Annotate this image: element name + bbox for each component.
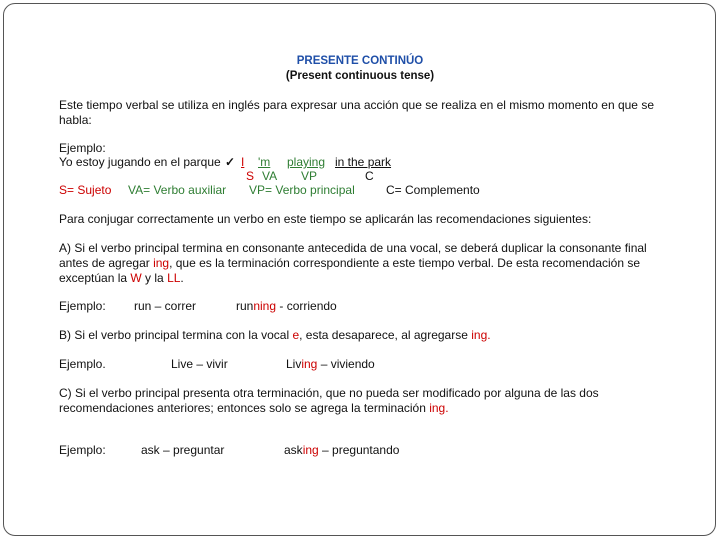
label-s: S xyxy=(246,169,255,183)
rule-c-example-left: ask – preguntar xyxy=(141,443,225,457)
check-icon: ✓ xyxy=(225,155,236,169)
example-subject: I xyxy=(241,155,245,169)
page-title: PRESENTE CONTINÚO xyxy=(296,55,424,67)
legend-va: VA= Verbo auxiliar xyxy=(128,183,227,197)
rule-a-example-right: running - corriendo xyxy=(236,299,337,313)
rule-b-example-left: Live – vivir xyxy=(171,357,228,371)
page-subtitle: (Present continuous tense) xyxy=(285,70,435,82)
legend-vp: VP= Verbo principal xyxy=(249,183,355,197)
rule-a-paragraph: A) Si el verbo principal termina en consonante antecedida de una vocal, se deberá duplicar la consonante final antes de agregar ing, que es la terminación correspondiente a este tiempo verbal. De esta recomendación se exceptúan la W y la LL. xyxy=(59,241,647,285)
legend-c: C= Complemento xyxy=(386,183,480,197)
example-aux: 'm xyxy=(258,155,271,169)
label-c: C xyxy=(365,169,374,183)
rule-c-example-label: Ejemplo: xyxy=(59,443,106,457)
rule-c-example-right: asking – preguntando xyxy=(284,443,400,457)
rule-a-example-left: run – correr xyxy=(134,299,197,313)
rule-b-example-right: Living – viviendo xyxy=(286,357,375,371)
legend-s: S= Sujeto xyxy=(59,183,112,197)
label-vp: VP xyxy=(301,169,318,183)
intro-paragraph: Este tiempo verbal se utiliza en inglés para expresar una acción que se realiza en el mismo momento en que se habla: xyxy=(59,98,654,127)
rule-b-example-label: Ejemplo. xyxy=(59,357,106,371)
example-spanish: Yo estoy jugando en el parque xyxy=(59,155,221,169)
example-verb: playing xyxy=(287,155,326,169)
label-va: VA xyxy=(262,169,278,183)
rules-intro: Para conjugar correctamente un verbo en este tiempo se aplicarán las recomendaciones siguientes: xyxy=(59,212,592,226)
rule-c-paragraph: C) Si el verbo principal presenta otra terminación, que no pueda ser modificado por alguna de las dos recomendaciones anteriores; entonces solo se agrega la terminación ing. xyxy=(59,386,599,415)
example-heading: Ejemplo: xyxy=(59,141,106,155)
rule-b-paragraph: B) Si el verbo principal termina con la vocal e, esta desaparece, al agregarse ing. xyxy=(59,328,491,342)
rule-a-example-label: Ejemplo: xyxy=(59,299,106,313)
example-complement: in the park xyxy=(335,155,392,169)
